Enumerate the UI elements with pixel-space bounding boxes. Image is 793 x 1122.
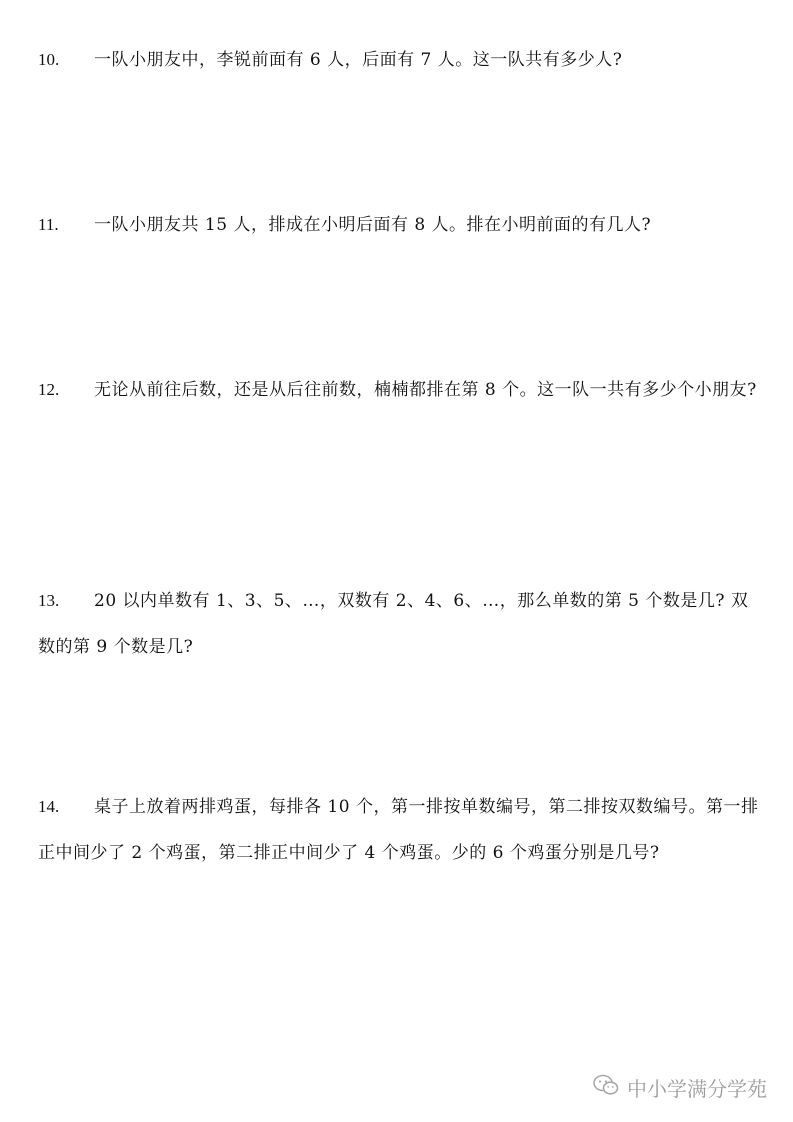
watermark-text: 中小学满分学苑 — [627, 1077, 767, 1101]
problem-text: 20 以内单数有 1、3、5、…，双数有 2、4、6、…，那么单数的第 5 个数是几? 双数的第 9 个数是几? — [38, 591, 749, 657]
problem-text: 无论从前往后数，还是从后往前数，楠楠都排在第 8 个。这一队一共有多少个小朋友? — [94, 380, 757, 400]
problem-14 — [38, 784, 760, 876]
problem-number: 11. — [38, 215, 59, 234]
problem-11 — [38, 202, 760, 248]
problem-number: 13. — [38, 591, 60, 610]
problem-number: 10. — [38, 50, 60, 69]
problem-text: 桌子上放着两排鸡蛋，每排各 10 个，第一排按单数编号，第二排按双数编号。第一排正中间少了 2 个鸡蛋，第二排正中间少了 4 个鸡蛋。少的 6 个鸡蛋分别是几号? — [38, 797, 759, 863]
problem-10 — [38, 37, 760, 83]
problem-12 — [38, 367, 760, 413]
problem-text: 一队小朋友中，李锐前面有 6 人，后面有 7 人。这一队共有多少人? — [94, 50, 623, 70]
watermark — [593, 1073, 767, 1102]
problem-text: 一队小朋友共 15 人，排成在小明后面有 8 人。排在小明前面的有几人? — [94, 215, 652, 235]
problem-number: 12. — [38, 380, 60, 399]
wechat-icon — [593, 1074, 619, 1101]
problem-13 — [38, 578, 760, 670]
problem-number: 14. — [38, 797, 60, 816]
